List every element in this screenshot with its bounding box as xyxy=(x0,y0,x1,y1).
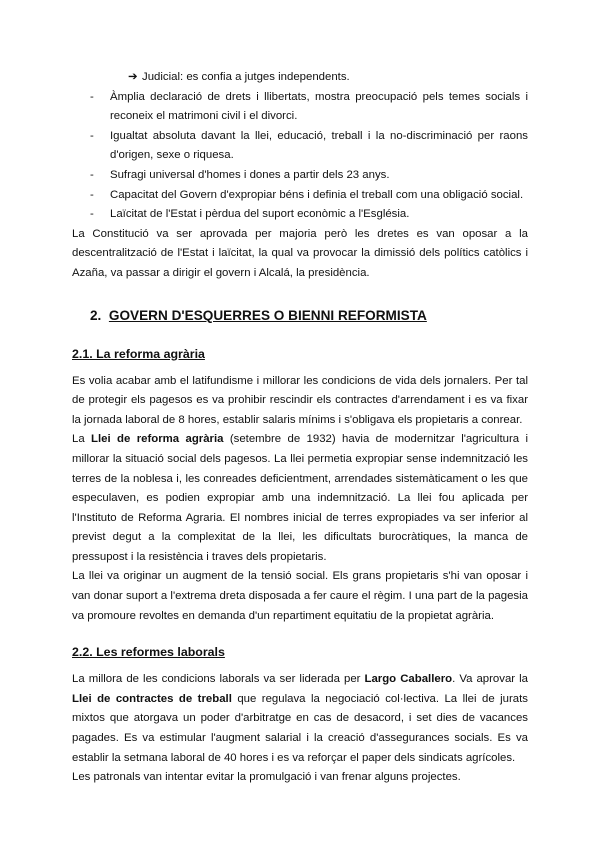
arrow-item xyxy=(128,68,528,88)
rights-list xyxy=(72,88,528,225)
law-name: Llei de contractes de treball xyxy=(72,692,232,705)
list-item xyxy=(72,205,528,225)
list-item xyxy=(72,127,528,166)
labour-paragraph-1: La millora de les condicions laborals va ser liderada per Largo Caballero. Va aprovar la Llei de contractes de treball que regulava la negociació col·lectiva. La llei de jurats mixtos que atorgava un poder d'arbitratge en cas de desacord, i set dies de vacances pagades. Es va estimular l'augment salarial i la creació d'assegurances socials. Es va establir la setmana laboral de 40 hores i es va reforçar el paper dels sindicats agrícoles. xyxy=(72,673,528,764)
dash-marker: - xyxy=(90,168,94,181)
list-item-text: Laïcitat de l'Estat i pèrdua del suport econòmic a l'Església. xyxy=(110,208,410,221)
subsection-2-1-heading: 2.1. La reforma agrària xyxy=(72,346,205,361)
section-title: GOVERN D'ESQUERRES O BIENNI REFORMISTA xyxy=(108,307,427,323)
section-number: 2. xyxy=(90,307,102,323)
subsection-2-2-heading: 2.2. Les reformes laborals xyxy=(72,645,225,660)
list-item-text: Capacitat del Govern d'expropiar béns i definia el treball com una obligació social. xyxy=(110,188,524,201)
list-item xyxy=(72,166,528,186)
constitution-paragraph: La Constitució va ser aprovada per majoria però les dretes es van oposar a la descentralització de l'Estat i laïcitat, la qual va provocar la dimissió dels polítics catòlics i Azaña, va passar a dirigir el govern i Alcalá, la presidència. xyxy=(72,227,528,279)
dash-marker: - xyxy=(90,90,94,103)
dash-marker: - xyxy=(90,208,94,221)
document-page xyxy=(72,68,528,788)
list-item-text: Sufragi universal d'homes i dones a partir dels 23 anys. xyxy=(110,168,390,181)
dash-marker: - xyxy=(90,129,94,142)
section-2-heading xyxy=(72,306,528,326)
law-name: Llei de reforma agrària xyxy=(91,433,224,446)
list-item xyxy=(72,186,528,206)
agrarian-paragraph-1: Es volia acabar amb el latifundisme i millorar les condicions de vida dels jornalers. Per tal de protegir els pagesos es va prohibir rescindir els contractes d'arrendament i es va fixar la jornada laboral de 8 hores, establir salaris mínims i s'obligava els propietaris a conrear. xyxy=(72,374,528,426)
agrarian-paragraph-3: La llei va originar un augment de la tensió social. Els grans propietaris s'hi van oposar i van donar suport a l'extrema dreta disposada a fer caure el règim. I una part de la pagesia va promoure revoltes en demanda d'un repartiment equitatiu de la propietat agrària. xyxy=(72,570,528,622)
right-arrow-icon: ➔ xyxy=(128,71,138,83)
person-name: Largo Caballero xyxy=(364,673,453,686)
arrow-item-text: Judicial: es confia a jutges independents. xyxy=(142,71,350,83)
list-item-text: Àmplia declaració de drets i llibertats, mostra preocupació pels temes socials i reconeix el matrimoni civil i el divorci. xyxy=(110,90,528,123)
dash-marker: - xyxy=(90,188,94,201)
list-item-text: Igualtat absoluta davant la llei, educació, treball i la no-discriminació per raons d'origen, sexe o riquesa. xyxy=(110,129,528,162)
list-item xyxy=(72,88,528,127)
agrarian-paragraph-2: La Llei de reforma agrària (setembre de 1932) havia de modernitzar l'agricultura i millorar la situació social dels pagesos. La llei permetia expropiar sense indemnització les terres de la noblesa i, les conreades deficientment, arrendades sistemàticament o les que especulaven, es podien expropiar amb una indemnització. La llei fou aplicada per l'Instituto de Reforma Agraria. El nombres inicial de terres expropiades va ser inferior al previst degut a la complexitat de la llei, les dificultats burocràtiques, la manca de pressupost i la resistència i traves dels propietaris. xyxy=(72,433,528,563)
labour-paragraph-2: Les patronals van intentar evitar la promulgació i van frenar alguns projectes. xyxy=(72,771,461,784)
